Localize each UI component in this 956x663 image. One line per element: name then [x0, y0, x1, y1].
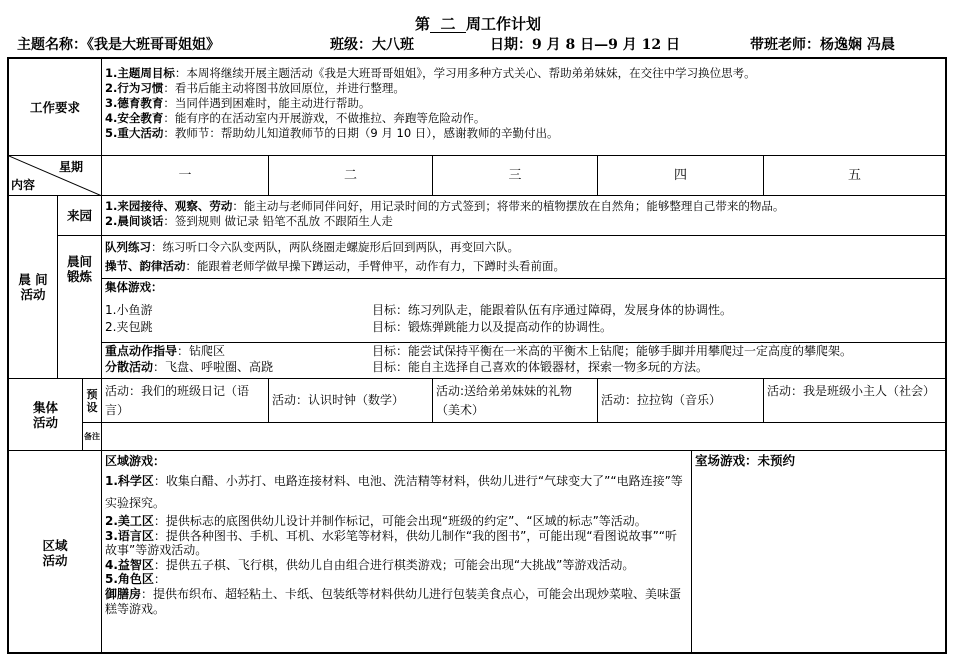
work-item: 5.重大活动：教师节：帮助幼儿知道教师节的日期（9 月 10 日），感谢教师的辛勤付出。: [105, 126, 559, 140]
key-action-goal: 目标：能尝试保持平衡在一米高的平衡木上钻爬；能够手脚并用攀爬过一定高度的攀爬架。: [372, 344, 853, 358]
theme-label: 主题名称：: [17, 37, 87, 53]
work-item: 4.安全教育：能有序的在活动室内开展游戏，不做推拉、奔跑等危险动作。: [105, 111, 486, 125]
work-item: 2.行为习惯：看书后能主动将图书放回原位，并进行整理。: [105, 81, 405, 95]
area-games-title: 区域游戏：: [105, 454, 166, 468]
morning-exercise-label: 晨间 锻炼: [58, 236, 102, 379]
title-suffix: 周工作计划: [466, 15, 542, 33]
activity-tue: 活动：认识时钟（数学）: [269, 379, 433, 423]
weekday-label: 星期: [58, 160, 83, 174]
zone-item: 1.科学区：收集白醋、小苏打、电路连接材料、电池、洗洁精等材料，供幼儿进行“气球变大了”“电路连接”等实验探究。: [105, 474, 683, 510]
zone-item: 御膳房：提供布织布、超轻粘土、卡纸、包装纸等材料供幼儿进行包装美食点心，可能会出现炒菜啦、美味蛋糕等游戏。: [105, 586, 682, 616]
page-title: [0, 15, 956, 33]
activity-mon: 活动：我们的班级日记（语言）: [102, 379, 269, 423]
page-bottom-margin: [0, 656, 956, 663]
content-label: 内容: [11, 178, 36, 192]
work-item: 1.主题周目标：本周将继续开展主题活动《我是大班哥哥姐姐》，学习用多种方式关心、帮助弟弟妹妹，在交往中学习换位思考。: [105, 66, 756, 80]
day-header-fri: 五: [764, 156, 945, 196]
theme-value: 《我是大班哥哥姐姐》: [87, 37, 220, 53]
outdoor-games-content: [692, 451, 945, 654]
weekday-content-corner: [9, 156, 102, 196]
day-header-mon: 一: [102, 156, 269, 196]
scatter-activity: 分散活动：飞盘、呼啦圈、高跷: [105, 360, 274, 374]
teacher-label: 带班老师：: [750, 37, 820, 53]
date-label: 日期：: [490, 37, 532, 53]
game-goal: 目标：练习列队走，能跟着队伍有序通过障碍，发展身体的协调性。: [372, 303, 733, 317]
date-info: [490, 35, 680, 55]
outdoor-games-value: 未预约: [757, 453, 796, 468]
morning-activity-label: 晨 间 活动: [9, 196, 58, 379]
drill-rhythm-content: 队列练习：练习听口令六队变两队，两队绕圈走螺旋形后回到两队，再变回六队。 操节、韵律活动：能跟着老师学做早操下蹲运动，手臂伸平，动作有力，下蹲时头看前面。: [102, 236, 945, 279]
title-week-number: 二: [430, 17, 466, 33]
activity-wed: 活动:送给弟弟妹妹的礼物（美术）: [433, 379, 598, 423]
day-header-tue: 二: [269, 156, 433, 196]
class-label: 班级：: [330, 37, 372, 53]
class-value: 大八班: [372, 37, 414, 53]
theme-info: [17, 35, 220, 55]
key-action-content: [102, 343, 945, 379]
game-goal: 目标：锻炼弹跳能力以及提高动作的协调性。: [372, 320, 613, 334]
group-games-content: 集体游戏： 1.小鱼游 目标：练习列队走，能跟着队伍有序通过障碍，发展身体的协调性。 2.夹包跳 目标：锻炼弹跳能力以及提高动作的协调性。: [102, 279, 945, 343]
scatter-goal: 目标：能自主选择自己喜欢的体锻器材，探索一物多玩的方法。: [372, 360, 709, 374]
note-content: [102, 423, 945, 451]
outdoor-games-label: 室场游戏：: [695, 453, 758, 468]
arrival-content: 1.来园接待、观察、劳动：能主动与老师同伴问好，用记录时间的方式签到；将带来的植物摆放在自然角；能够整理自己带来的物品。 2.晨间谈话：签到规则 做记录 铅笔不乱放 不跟陌生人走: [102, 196, 945, 236]
teacher-info: [750, 35, 895, 55]
game-name: 1.小鱼游: [105, 303, 153, 317]
zone-item: 2.美工区：提供标志的底图供幼儿设计并制作标记，可能会出现“班级的约定”、“区域的标志”等活动。: [105, 514, 647, 528]
day-header-thu: 四: [598, 156, 764, 196]
zone-item: 3.语言区：提供各种图书、手机、耳机、水彩笔等材料，供幼儿制作“我的图书”，可能出现“看图说故事”“听故事”等游戏活动。: [105, 528, 678, 558]
plan-label: 预设: [83, 379, 102, 423]
group-activity-label: 集体 活动: [9, 379, 83, 451]
work-requirements-label: 工作要求: [9, 59, 102, 156]
key-action: 重点动作指导：钻爬区: [105, 344, 226, 358]
activity-thu: 活动：拉拉钩（音乐）: [598, 379, 764, 423]
date-value: 9 月 8 日—9 月 12 日: [532, 37, 680, 53]
class-info: [330, 35, 414, 55]
teacher-value: 杨逸娴 冯晨: [820, 37, 895, 53]
work-item: 3.德育教育：当同伴遇到困难时，能主动进行帮助。: [105, 96, 371, 110]
zone-item: 5.角色区：: [105, 572, 166, 587]
area-games-content: [102, 451, 692, 654]
work-requirements-content: [102, 59, 945, 156]
game-name: 2.夹包跳: [105, 320, 153, 334]
note-label: 备注: [83, 423, 102, 451]
area-activity-label: 区域 活动: [9, 451, 102, 654]
plan-table: [7, 57, 947, 654]
day-header-wed: 三: [433, 156, 598, 196]
arrival-label: 来园: [58, 196, 102, 236]
title-prefix: 第: [414, 15, 430, 33]
activity-fri: 活动：我是班级小主人（社会）: [764, 379, 945, 423]
zone-item: 4.益智区：提供五子棋、飞行棋，供幼儿自由组合进行棋类游戏；可能会出现“大挑战”等游戏活动。: [105, 557, 635, 572]
